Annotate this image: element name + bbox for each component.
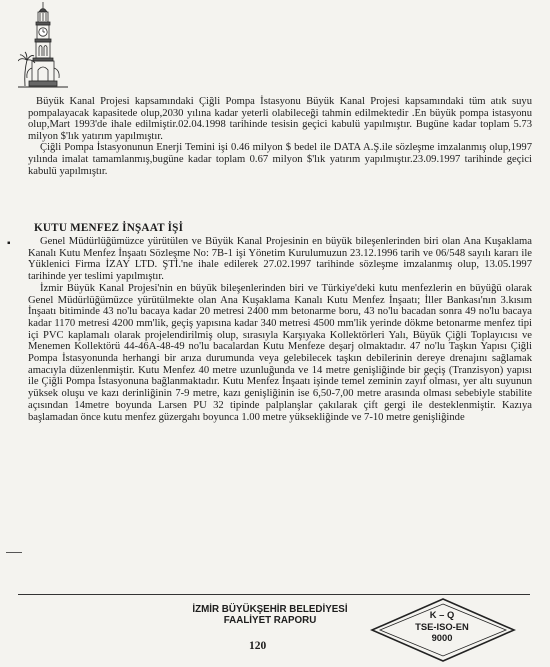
paragraph-energy-supply: Çiğli Pompa İstasyonunun Enerji Temini işi 0.46 milyon $ bedel ile DATA A.Ş.ile sözleşme imzalanmış olup,1997 yılında imalat tamamlanmış,bugüne kadar toplam 0.67 milyon $'lık yatırım yapılmıştır.23.09.1997 tarihinde geçici kabulü yapılmıştır. <box>28 142 532 177</box>
footer-org-line1: İZMİR BÜYÜKŞEHİR BELEDİYESİ <box>192 604 348 615</box>
footer-org-line2: FAALİYET RAPORU <box>223 615 317 626</box>
margin-mark-icon: ▪ <box>7 238 11 249</box>
footer-org <box>160 604 380 626</box>
paragraph-box-culvert: İzmir Büyük Kanal Projesi'nin en büyük bileşenlerinden biri ve Türkiye'deki kutu menfezlerin en büyüğü olarak Genel Müdürlüğümüzce yürütülmekte olan Ana Kuşaklama Kanalı Kutu Menfez İnşaatı; İller Bankası'nın 3.kısım İnşaatı bitiminde 43 no'lu bacaya kadar 20 metresi 2400 mm betonarme boru, 43 no'lu bacadan sonra 49 no'lu bacaya kadar 1170 metresi 4200 mm'lik, geçiş yapısına kadar 340 metresi 4500 mm'lik yerinde dökme betonarme menfez tipi içi PVC kaplamalı olarak projelendirilmiş olup, sırasıyla Karşıyaka Kollektörleri Yalı, Büyük Çiğli Toplayıcısı ve Menemen Kollektörü 44-46A-48-49 no'lu bacalardan Kutu Menfeze deşarj olmaktadır. 47 no'lu Taşkın Yapısı Çiğli Pompa İstasyonunda herhangi bir arıza durumunda veya gelebilecek taşkın debilerinin dereye drenajını sağlamak amacıyla düzenlenmiştir. Kutu Menfez 40 metre uzunluğunda ve 14 metre genişliğinde bir geçiş (Tranzisyon) yapısı ile Çiğli Pompa İstasyonuna bağlanmaktadır. Kutu Menfez İnşaatı işinde temel zeminin zayıf olması, yer altı suyunun yüksek oluşu ve kazı derinliğinin 7-9 metre, kazı genişliğinin ise 6,50-7,00 metre arasında olması sebebiyle stabilite açısından 14metre boyunda Larsen PU 32 tipinde palplanşlar çakılarak çift gergi ile desteklenmiştir. Kazıya başlamadan önce kutu menfez güzergahı boyunca 1.00 metre yüksekliğinde ve 7-10 metre genişliğinde <box>28 282 532 423</box>
quality-badge-text <box>398 609 486 644</box>
footer-divider <box>18 594 530 595</box>
body-text-top <box>28 96 532 177</box>
margin-dash <box>6 552 22 553</box>
paragraph-contract: Genel Müdürlüğümüzce yürütülen ve Büyük Kanal Projesinin en büyük bileşenlerinden biri olan Ana Kuşaklama Kanalı Kutu Menfez İnşaatı Sözleşme No: 7B-1 işi Yönetim Kurulumuzun 23.12.1996 tarih ve 06/548 sayılı kararı ile Yüklenici Firma İZAY LTD. ŞTİ.'ne ihale edilerek 27.02.1997 tarihinde sözleşme imzalanmış olup, 13.05.1997 tarihinde yer teslimi yapılmıştır. <box>28 236 532 283</box>
badge-line1: K – Q <box>429 609 455 620</box>
page-number: 120 <box>249 640 267 652</box>
body-text-section <box>28 236 532 423</box>
section-heading: KUTU MENFEZ İNŞAAT İŞİ <box>34 222 184 234</box>
paragraph-pump-station: Büyük Kanal Projesi kapsamındaki Çiğli Pompa İstasyonu Büyük Kanal Projesi kapsamındaki tüm atık suyu pompalayacak kapasitede olup,2030 yılına kadar yeterli olabileceği tahmin edilmektedir .En büyük pompa istasyonu olup,Mart 1993'de ihale edilmiştir.02.04.1998 tarihinde tesisin geçici kabulü yapılmıştır. Bugüne kadar toplam 5.73 milyon $'lık yatırım yapılmıştır. <box>28 96 532 142</box>
badge-line3: 9000 <box>431 632 453 643</box>
clock-tower-logo <box>18 2 68 90</box>
badge-line2: TSE-ISO-EN <box>415 620 469 632</box>
